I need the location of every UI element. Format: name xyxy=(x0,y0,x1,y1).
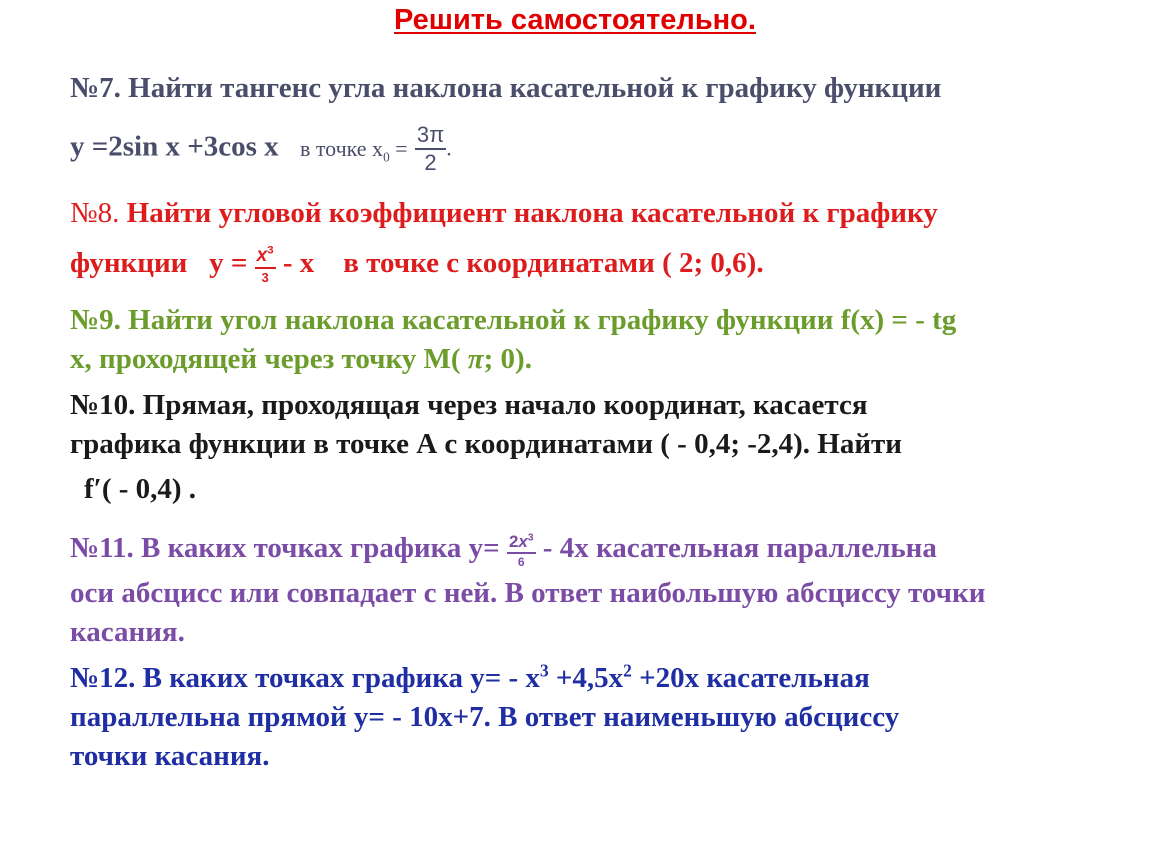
problem-8-text: Найти угловой коэффициент наклона касательной к графику xyxy=(126,197,938,229)
problem-10-line-1: №10. Прямая, проходящая через начало координат, касается xyxy=(70,389,868,421)
problem-8-line-1 xyxy=(70,196,938,230)
problem-10-line-3: f′( - 0,4) . xyxy=(84,473,197,505)
problem-12-line-3: точки касания. xyxy=(70,740,270,772)
problem-8-line-2 xyxy=(70,246,764,284)
problem-7-fraction-denominator: 2 xyxy=(424,150,437,175)
problem-12-line-1: №12. В каких точках графика $y= - x^3 +4,5x^2 +20x$ касательная xyxy=(70,660,870,694)
problem-7-line-2 xyxy=(70,124,452,174)
problem-11-line-1 xyxy=(70,531,937,568)
problem-8-minus-x: - x xyxy=(282,247,315,279)
problem-7-dot: . xyxy=(446,135,452,161)
problem-12-line-2: параллельна прямой y= - 10x+7. В ответ наименьшую абсциссу xyxy=(70,701,900,733)
problem-7-fraction xyxy=(415,124,446,174)
problem-8-number: №8. xyxy=(70,197,120,229)
problem-7-point-text: в точке $x_0$ = xyxy=(299,135,408,165)
page-title: Решить самостоятельно. xyxy=(394,4,756,36)
problem-11-fraction-denominator: 6 xyxy=(517,554,525,569)
problem-10-line-2: графика функции в точке А с координатами ( - 0,4; -2,4). Найти xyxy=(70,428,903,460)
problem-8-func-label: функции xyxy=(70,247,188,279)
problem-11-line-2: оси абсцисс или совпадает с ней. В ответ наибольшую абсциссу точки xyxy=(70,577,986,609)
problem-8-rest: в точке с координатами ( 2; 0,6). xyxy=(343,247,764,279)
problem-11-fraction xyxy=(507,533,536,568)
problem-11-fraction-numerator: $2x^3$ xyxy=(507,533,536,554)
problem-9-line-1: №9. Найти угол наклона касательной к графику функции f(x) = - tg xyxy=(70,304,957,336)
problem-8-fraction xyxy=(255,246,276,284)
problem-7-fraction-numerator: 3π xyxy=(415,124,446,150)
problem-8-y-eq: y = xyxy=(209,247,248,279)
problem-8-fraction-numerator: $x^3$ xyxy=(255,246,276,269)
problem-11-text-b: - 4x касательная параллельна xyxy=(542,532,937,564)
problem-8-fraction-denominator: 3 xyxy=(261,270,269,286)
problem-7-line-1: №7. Найти тангенс угла наклона касательной к графику функции xyxy=(70,72,942,104)
problem-9-line-2: x, проходящей через точку М( π; 0). xyxy=(70,343,532,375)
problem-11-text-a: №11. В каких точках графика y= xyxy=(70,532,500,564)
problem-7-function: y =2sin x +3cos x xyxy=(70,130,279,163)
problem-11-line-3: касания. xyxy=(70,616,185,648)
